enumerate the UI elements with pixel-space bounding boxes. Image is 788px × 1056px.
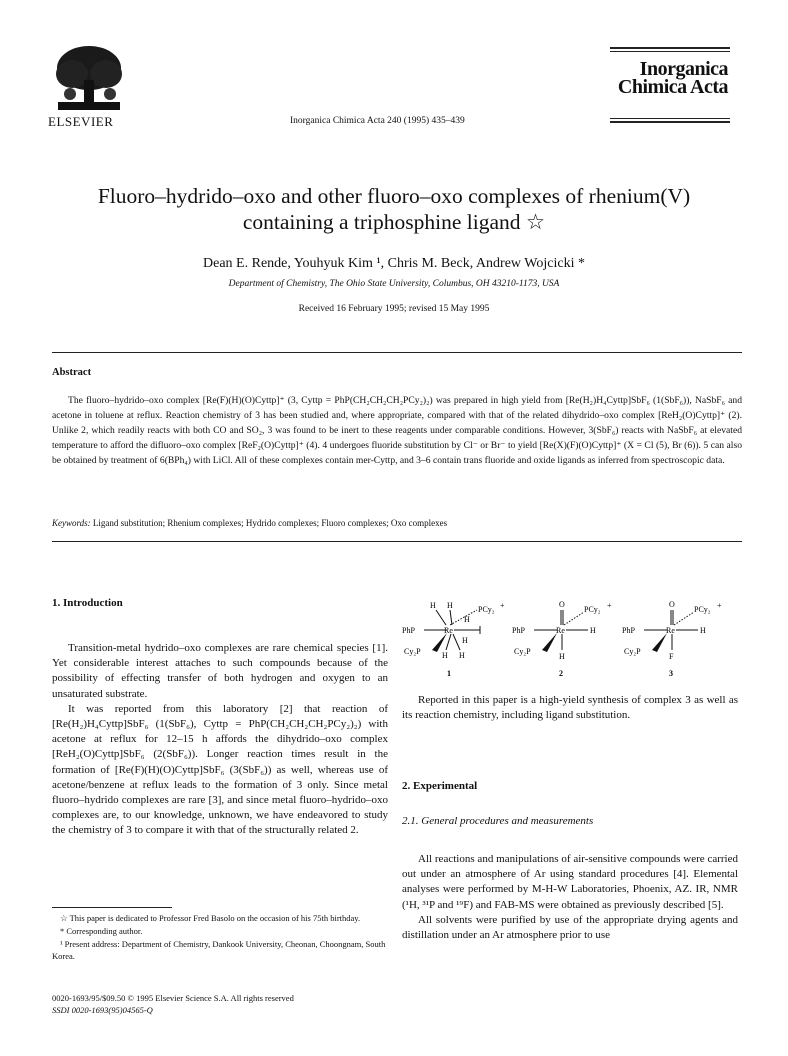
abstract-text: The fluoro–hydrido–oxo complex [Re(F)(H)(O)Cyttp]⁺ (3, Cyttp = PhP(CH₂CH₂CH₂PCy₂)₂) was prepared in high yield from [Re(H₂)H₄Cyttp]SbF₆ (1(SbF₆)), NaSbF₆ and acetone in toluene at reflux. Reaction chemistry of 3 has been studied and, where appropriate, compared with that of the related dihydrido–oxo complex [ReH₂(O)Cyttp]⁺ (2). Unlike 2, which readily reacts with both CO and SO₂, 3 was found to be inert to these reagents under comparable conditions. However, 3(SbF₆) reacts with NaSbF₆ at elevated temperature to afford the difluoro–oxo complex [ReF₂(O)Cyttp]⁺ (4). 4 undergoes fluoride substitution by Cl⁻ or Br⁻ to yield [Re(X)(F)(O)Cyttp]⁺ (X = Cl (5), Br (6)). 5 can also be obtained by treatment of 6(BPh₄) with LiCl. All of these complexes contain mer-Cyttp, and 3–6 contain trans fluoride and oxide ligands as inferred from spectroscopic data. bbox=[52, 395, 742, 466]
s1-h-right2: H bbox=[462, 636, 468, 645]
s2-pcy2: PCy₂ bbox=[584, 605, 601, 614]
s2-cy2p: Cy₂P bbox=[514, 647, 531, 656]
intro-heading: 1. Introduction bbox=[52, 597, 123, 609]
s2-charge: + bbox=[607, 601, 612, 610]
copyright-line-1: 0020-1693/95/$09.50 © 1995 Elsevier Science S.A. All rights reserved bbox=[52, 993, 294, 1003]
s1-h-right1: H bbox=[464, 615, 470, 624]
s3-f-bottom: F bbox=[669, 652, 674, 661]
footnote-corresponding: * Corresponding author. bbox=[60, 926, 143, 936]
s2-re: Re bbox=[556, 626, 565, 635]
structure-1 bbox=[402, 598, 512, 680]
s2-o-top: O bbox=[559, 600, 565, 609]
s1-h-bottom-right: H bbox=[459, 651, 465, 660]
keywords bbox=[52, 518, 742, 528]
journal-citation: Inorganica Chimica Acta 240 (1995) 435–439 bbox=[290, 116, 465, 126]
title-line-2: containing a triphosphine ligand ☆ bbox=[242, 210, 546, 234]
s3-re: Re bbox=[666, 626, 675, 635]
footnote-dedication: ☆ This paper is dedicated to Professor Fred Basolo on the occasion of his 75th birthday. bbox=[60, 913, 361, 923]
s2-h-right: H bbox=[590, 626, 596, 635]
structure-3 bbox=[622, 598, 732, 680]
experimental-paragraph-2: All solvents were purified by use of the appropriate drying agents and distillation under an Ar atmosphere prior to use bbox=[402, 913, 738, 942]
intro-body bbox=[52, 641, 388, 839]
received-dates: Received 16 February 1995; revised 15 May 1995 bbox=[298, 304, 490, 314]
s3-o-top: O bbox=[669, 600, 675, 609]
s3-pcy2: PCy₂ bbox=[694, 605, 711, 614]
s1-h-bottom-left: H bbox=[442, 651, 448, 660]
publisher-name: ELSEVIER bbox=[48, 114, 114, 129]
keywords-text: Ligand substitution; Rhenium complexes; Hydrido complexes; Fluoro complexes; Oxo complexes bbox=[92, 518, 448, 528]
title-line-1: Fluoro–hydrido–oxo and other fluoro–oxo complexes of rhenium(V) bbox=[97, 184, 691, 208]
author-list: Dean E. Rende, Youhyuk Kim ¹, Chris M. Beck, Andrew Wojcicki * bbox=[203, 256, 585, 271]
journal-logo-line1: Inorganica bbox=[639, 58, 728, 80]
structure-2 bbox=[512, 598, 622, 680]
abstract-heading: Abstract bbox=[52, 367, 92, 378]
experimental-body bbox=[402, 852, 738, 943]
intro-paragraph-2: It was reported from this laboratory [2] that reaction of [Re(H₂)H₄Cyttp]SbF₆ (1(SbF₆), Cyttp = PhP(CH₂CH₂CH₂PCy₂)₂) with acetone at reflux for 12–15 h affords the dihydrido–oxo complex [ReH₂(O)Cyttp]SbF₆ (2(SbF₆)). Longer reaction times result in the formation of [Re(F)(H)(O)Cyttp]SbF₆ (3(SbF₆)) as well, whereas use of acetone/benzene at reflux leads to the formation of 3 only. Since metal fluoro–hydrido complexes are rare [3], and since metal fluoro–hydrido–oxo complexes are, to our knowledge, unknown, we have endeavored to study the chemistry of 3 to compare it with that of the structurally related 2. bbox=[52, 702, 388, 837]
s1-re: Re bbox=[444, 626, 453, 635]
s3-h-right: H bbox=[700, 626, 706, 635]
s1-number: 1 bbox=[447, 669, 451, 678]
s3-php: PhP bbox=[622, 626, 635, 635]
copyright bbox=[52, 992, 388, 1016]
right-paragraph-1 bbox=[402, 693, 738, 723]
s1-h-top-left: H bbox=[430, 601, 436, 610]
intro-paragraph-1: Transition-metal hydrido–oxo complexes are rare chemical species [1]. Yet considerable interest attaches to such compounds because of the possibility of effecting transfer of both hydrogen and oxygen to an unsaturated substrate. bbox=[52, 642, 388, 700]
keywords-label: Keywords: bbox=[52, 518, 91, 528]
s1-pcy2: PCy₂ bbox=[478, 605, 495, 614]
journal-logo-line2: Chimica Acta bbox=[617, 76, 728, 98]
footnote-address: ¹ Present address: Department of Chemistry, Dankook University, Cheonan, Choongnam, South Korea. bbox=[52, 939, 386, 961]
footnotes bbox=[52, 912, 388, 963]
affiliation: Department of Chemistry, The Ohio State University, Columbus, OH 43210-1173, USA bbox=[228, 279, 560, 289]
s3-charge: + bbox=[717, 601, 722, 610]
s1-h-top-right: H bbox=[447, 601, 453, 610]
article-title bbox=[0, 183, 788, 235]
s1-charge: + bbox=[500, 601, 505, 610]
experimental-heading: 2. Experimental bbox=[402, 780, 478, 792]
s2-php: PhP bbox=[512, 626, 525, 635]
s2-number: 2 bbox=[559, 669, 563, 678]
s1-php: PhP bbox=[402, 626, 415, 635]
elsevier-tree-logo bbox=[50, 44, 128, 114]
report-paragraph: Reported in this paper is a high-yield synthesis of complex 3 as well as its reaction chemistry, including ligand substitution. bbox=[402, 694, 738, 722]
experimental-paragraph-1: All reactions and manipulations of air-sensitive compounds were carried out under an atmosphere of Ar using standard procedures [4]. Elemental analyses were performed by M-H-W Laboratories, Phoenix, AZ. IR, NMR (¹H, ³¹P and ¹⁹F) and FAB-MS were obtained as previously described [5]. bbox=[402, 853, 738, 911]
copyright-line-2: SSDI 0020-1693(95)04565-Q bbox=[52, 1005, 153, 1015]
s3-cy2p: Cy₂P bbox=[624, 647, 641, 656]
general-procedures-heading: 2.1. General procedures and measurements bbox=[402, 815, 594, 827]
s3-number: 3 bbox=[669, 669, 673, 678]
s1-cy2p: Cy₂P bbox=[404, 647, 421, 656]
journal-logo bbox=[618, 60, 728, 96]
s2-h-bottom: H bbox=[559, 652, 565, 661]
